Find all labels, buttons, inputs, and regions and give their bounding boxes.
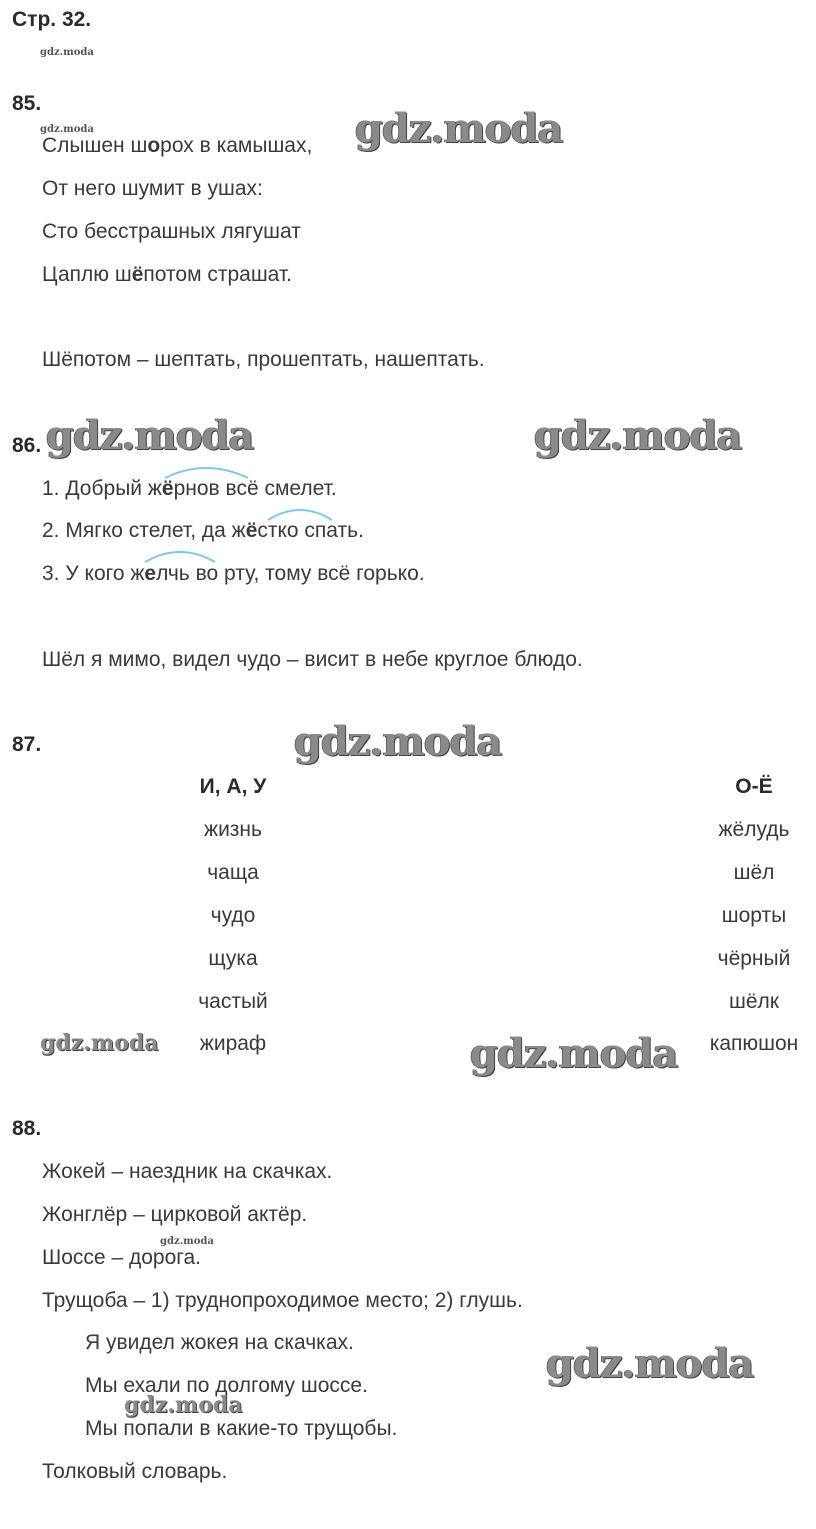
exercise-87-number: 87. <box>12 733 42 756</box>
ex88-sentence: Мы попали в какие-то трущобы. <box>85 1417 398 1440</box>
ex88-definition: Шоссе – дорога. <box>42 1246 201 1269</box>
ex85-line-3: Сто бесстрашных лягушат <box>42 220 301 243</box>
watermark-small: gdz.moda <box>40 47 94 58</box>
word-col2: шёлк <box>729 990 779 1013</box>
ex85-line-2: От него шумит в ушах: <box>42 177 263 200</box>
word-col1: жизнь <box>204 818 262 841</box>
watermark-large: gdz.moda <box>355 105 563 152</box>
watermark-medium: gdz.moda <box>40 1030 159 1056</box>
page-label: Стр. 32. <box>12 8 92 31</box>
word-col1: жираф <box>199 1032 267 1055</box>
ex88-source: Толковый словарь. <box>42 1460 228 1483</box>
watermark-medium: gdz.moda <box>124 1392 243 1418</box>
word-col1: чудо <box>210 904 256 927</box>
ex88-sentence: Я увидел жокея на скачках. <box>85 1331 354 1354</box>
ex85-line-1: Слышен шорох в камышах, <box>42 134 313 157</box>
ex88-sentence: Мы ехали по долгому шоссе. <box>85 1374 368 1397</box>
ex86-riddle: Шёл я мимо, видел чудо – висит в небе круглое блюдо. <box>42 648 583 671</box>
word-col1: частый <box>198 990 268 1013</box>
column-header-iau: И, А, У <box>199 775 267 798</box>
word-col2: шёл <box>733 861 775 884</box>
ex88-definition: Жокей – наездник на скачках. <box>42 1160 333 1183</box>
ex86-proverb-2: 2. Мягко стелет, да жёстко спать. <box>42 519 364 542</box>
word-col1: чаща <box>207 861 259 884</box>
ex85-line-4: Цаплю шёпотом страшат. <box>42 263 293 286</box>
watermark-large: gdz.moda <box>470 1030 678 1077</box>
word-col1: щука <box>208 947 258 970</box>
exercise-88-number: 88. <box>12 1117 42 1140</box>
word-col2: шорты <box>721 904 787 927</box>
watermark-large: gdz.moda <box>546 1340 754 1387</box>
ex86-proverb-1: 1. Добрый жёрнов всё смелет. <box>42 477 337 500</box>
exercise-86-number: 86. <box>12 434 42 457</box>
watermark-large: gdz.moda <box>294 718 502 765</box>
watermark-large: gdz.moda <box>534 412 742 459</box>
root-arc-icon <box>145 552 215 562</box>
watermark-small: gdz.moda <box>40 124 94 135</box>
ex88-definition: Трущоба – 1) труднопроходимое место; 2) глушь. <box>42 1289 523 1312</box>
watermark-large: gdz.moda <box>46 412 254 459</box>
column-header-oyo: О-Ё <box>735 775 773 798</box>
word-col2: капюшон <box>709 1032 799 1055</box>
exercise-85-number: 85. <box>12 92 42 115</box>
ex86-proverb-3: 3. У кого желчь во рту, тому всё горько. <box>42 562 425 585</box>
word-col2: жёлудь <box>718 818 790 841</box>
ex88-definition: Жонглёр – цирковой актёр. <box>42 1203 308 1226</box>
ex85-note: Шёпотом – шептать, прошептать, нашептать. <box>42 348 485 371</box>
watermark-small: gdz.moda <box>160 1236 214 1247</box>
word-col2: чёрный <box>717 947 791 970</box>
